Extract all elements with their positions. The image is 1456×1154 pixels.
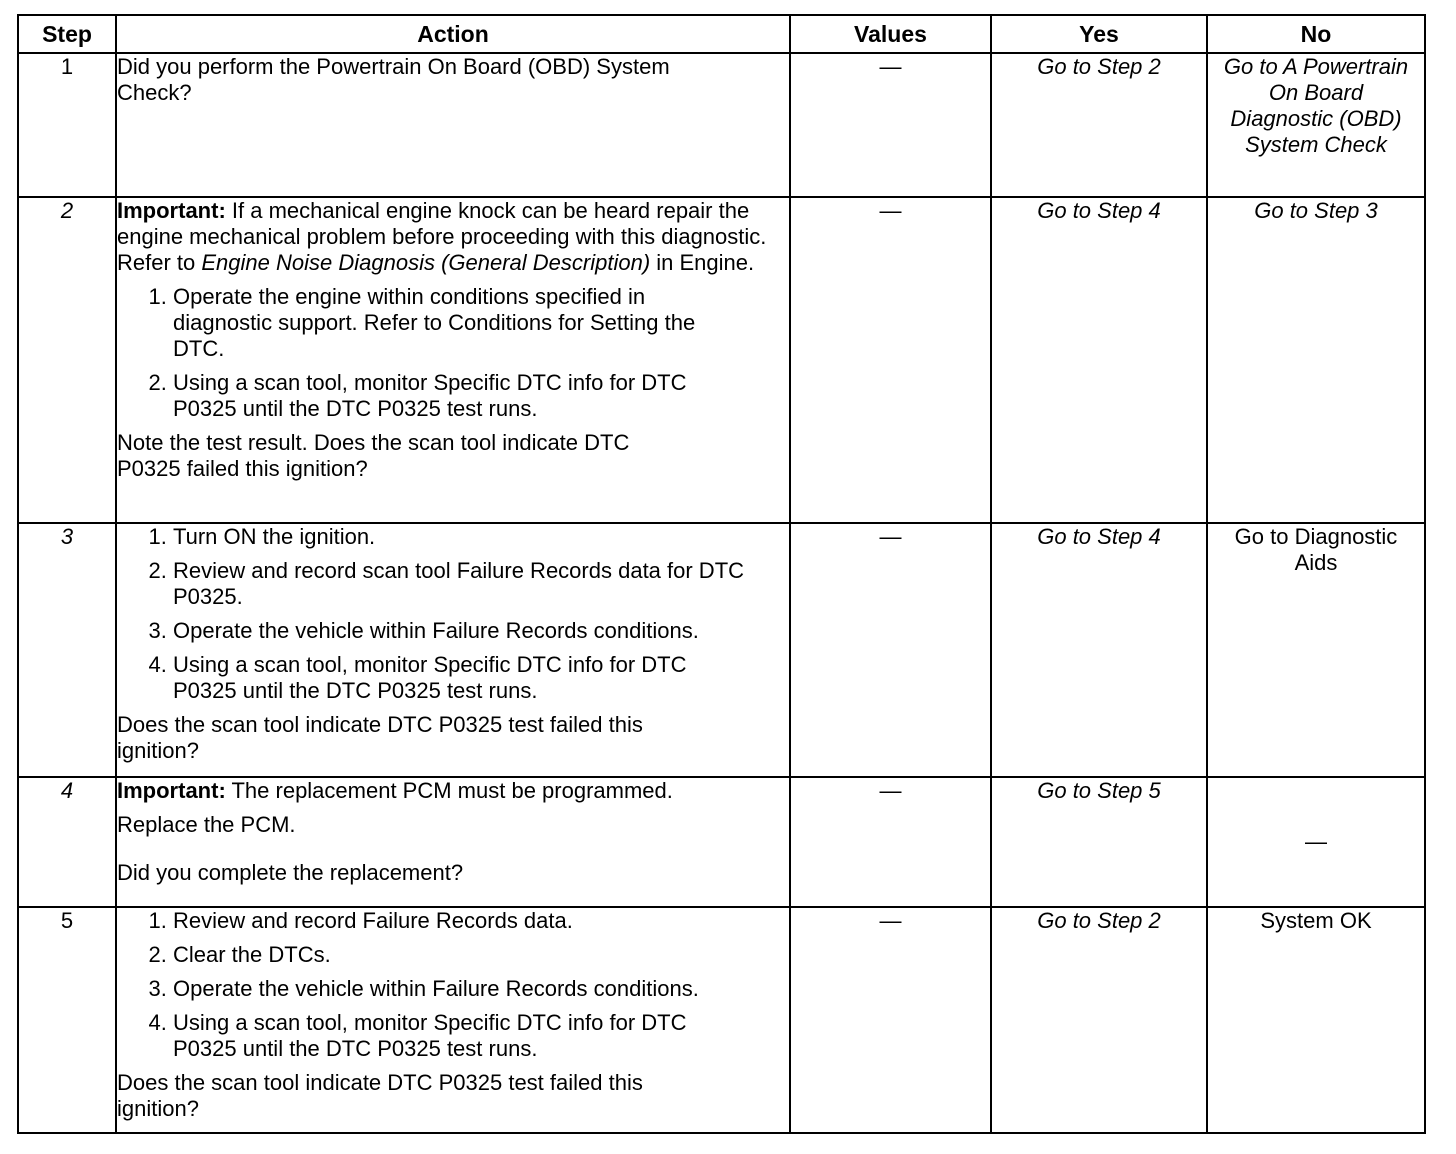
values-cell: —: [790, 197, 991, 523]
step-number: 2: [18, 197, 116, 523]
no-cell: Go to Diagnostic Aids: [1207, 523, 1425, 777]
question-text: Did you complete the replacement?: [117, 860, 464, 885]
yes-cell: Go to Step 2: [991, 907, 1207, 1133]
important-ref: Engine Noise Diagnosis (General Description): [201, 250, 651, 275]
list-item: 4. Using a scan tool, monitor Specific DTC info for DTC P0325 until the DTC P0325 test runs.: [173, 1010, 789, 1062]
list-item: 3. Operate the vehicle within Failure Records conditions.: [173, 618, 789, 644]
yes-cell: Go to Step 5: [991, 777, 1207, 907]
step-number: 1: [18, 53, 116, 197]
action-cell: [116, 197, 790, 523]
important-note: [117, 778, 789, 804]
question-text: Note the test result. Does the scan tool indicate DTC P0325 failed this ignition?: [117, 430, 630, 481]
list-item: 2. Review and record scan tool Failure Records data for DTC P0325.: [173, 558, 789, 610]
important-label: Important:: [117, 778, 226, 803]
list-item: 2. Clear the DTCs.: [173, 942, 789, 968]
list-item: 1. Review and record Failure Records data.: [173, 908, 789, 934]
important-note: [117, 198, 789, 276]
header-no: No: [1207, 15, 1425, 53]
yes-cell: Go to Step 2: [991, 53, 1207, 197]
values-cell: —: [790, 523, 991, 777]
action-cell: [116, 523, 790, 777]
header-step: Step: [18, 15, 116, 53]
step-number: 3: [18, 523, 116, 777]
important-text: If a mechanical engine knock can be heard repair the engine mechanical problem before proceeding with this diagnostic. Refer to: [117, 198, 767, 275]
list-item: 4. Using a scan tool, monitor Specific DTC info for DTC P0325 until the DTC P0325 test runs.: [173, 652, 789, 704]
spacer: [117, 838, 789, 860]
header-yes: Yes: [991, 15, 1207, 53]
action-cell: [116, 53, 790, 197]
list-item: 3. Operate the vehicle within Failure Records conditions.: [173, 976, 789, 1002]
list-item: 2. Using a scan tool, monitor Specific DTC info for DTC P0325 until the DTC P0325 test runs.: [173, 370, 789, 422]
table-row: [18, 777, 1425, 907]
step-number: 4: [18, 777, 116, 907]
action-text: Did you perform the Powertrain On Board (OBD) System Check?: [117, 54, 670, 105]
table-row: [18, 197, 1425, 523]
values-cell: —: [790, 907, 991, 1133]
values-cell: —: [790, 777, 991, 907]
table-row: [18, 523, 1425, 777]
diagnostic-table: [17, 14, 1426, 1134]
step-list: [117, 908, 789, 1062]
step-list: [117, 284, 789, 422]
question-text: Does the scan tool indicate DTC P0325 test failed this ignition?: [117, 1070, 643, 1121]
table-row: [18, 907, 1425, 1133]
important-tail: in Engine.: [650, 250, 755, 275]
list-item: 1. Turn ON the ignition.: [173, 524, 789, 550]
no-cell: —: [1207, 777, 1425, 907]
no-cell: Go to Step 3: [1207, 197, 1425, 523]
important-text: The replacement PCM must be programmed.: [225, 778, 673, 803]
step-list: [117, 524, 789, 704]
table-row: [18, 53, 1425, 197]
values-cell: —: [790, 53, 991, 197]
question-text: Does the scan tool indicate DTC P0325 test failed this ignition?: [117, 712, 643, 763]
no-cell: System OK: [1207, 907, 1425, 1133]
yes-cell: Go to Step 4: [991, 197, 1207, 523]
header-row: [18, 15, 1425, 53]
list-item: 1. Operate the engine within conditions specified in diagnostic support. Refer to Conditions for Setting the DTC.: [173, 284, 789, 362]
step-number: 5: [18, 907, 116, 1133]
action-cell: [116, 907, 790, 1133]
header-action: Action: [116, 15, 790, 53]
instruction-text: Replace the PCM.: [117, 812, 296, 837]
action-cell: [116, 777, 790, 907]
yes-cell: Go to Step 4: [991, 523, 1207, 777]
important-label: Important:: [117, 198, 226, 223]
no-cell: Go to A Powertrain On Board Diagnostic (OBD) System Check: [1207, 53, 1425, 197]
header-values: Values: [790, 15, 991, 53]
